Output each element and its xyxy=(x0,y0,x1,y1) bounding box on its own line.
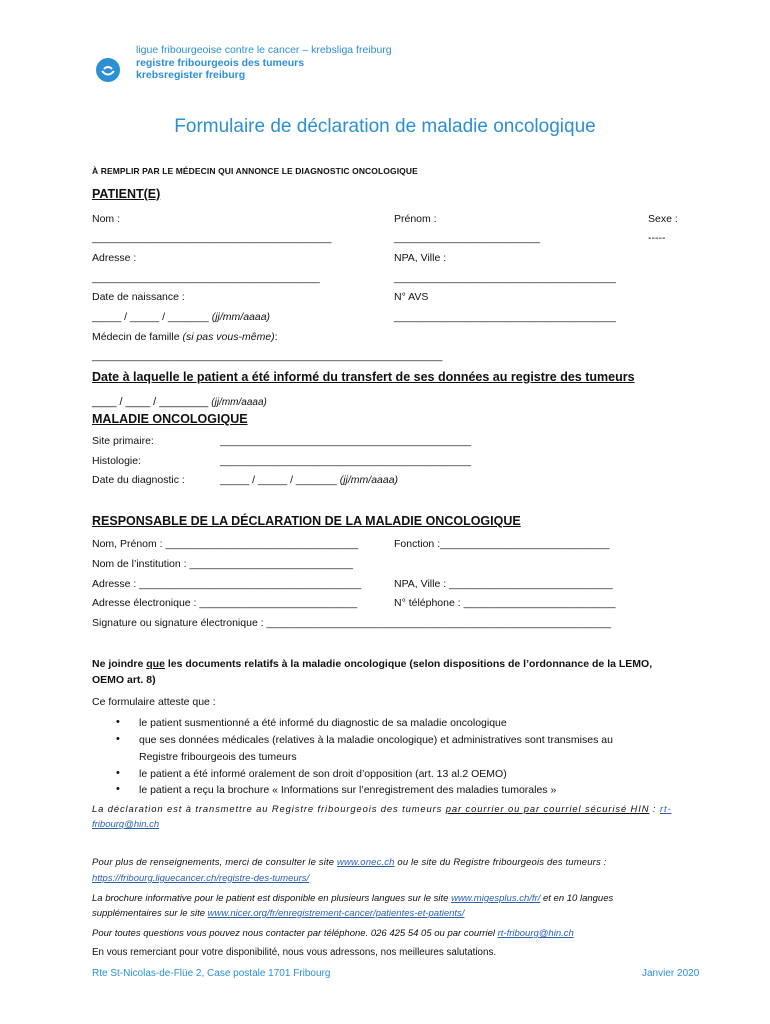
avs-label: N° AVS xyxy=(394,291,429,303)
diag-label: Date du diagnostic : xyxy=(92,474,185,486)
bullet-item: le patient a été informé oralement de son droit d’opposition (art. 13 al.2 OEMO) xyxy=(139,768,507,780)
info2-mid: et en 10 langues xyxy=(540,893,614,904)
adresse-field[interactable]: _______________________________________ xyxy=(92,272,320,284)
bullet-icon: • xyxy=(116,783,120,795)
documents-part2: les documents relatifs à la maladie oncologique (selon dispositions de l’ordonnance de la LEMO, xyxy=(164,658,653,670)
transmit-text: La déclaration est à transmettre au Registre fribourgeois des tumeurs xyxy=(92,803,446,814)
bullet-item: le patient susmentionné a été informé du diagnostic de sa maladie oncologique xyxy=(139,717,507,729)
site-field[interactable]: ___________________________________________ xyxy=(220,435,472,447)
medecin-colon: : xyxy=(274,331,278,343)
transfer-heading: Date à laquelle le patient a été informé du transfert de ses données au registre des tumeurs xyxy=(92,370,635,384)
thanks-text: En vous remerciant pour votre disponibilité, nous vous adressons, nos meilleures salutations. xyxy=(92,947,497,958)
info2-text: La brochure informative pour le patient est disponible en plusieurs langues sur le site xyxy=(92,893,452,904)
transfer-date-format: (jj/mm/aaaa) xyxy=(211,397,267,408)
resp-npa-field[interactable]: NPA, Ville : ____________________________ xyxy=(394,578,613,590)
resp-adresse-field[interactable]: Adresse : ______________________________________ xyxy=(92,578,362,590)
info1-text: Pour plus de renseignements, merci de consulter le site xyxy=(92,857,337,868)
adresse-label: Adresse : xyxy=(92,252,137,264)
page-subtitle: À REMPLIR PAR LE MÉDECIN QUI ANNONCE LE DIAGNOSTIC ONCOLOGIQUE xyxy=(92,166,418,176)
resp-signature-field[interactable]: Signature ou signature électronique : ___________________________________________________________ xyxy=(92,617,612,629)
header-org-line3: krebsregister freiburg xyxy=(136,69,246,81)
npa-label: NPA, Ville : xyxy=(394,252,447,264)
info1-mid: ou le site du Registre fribourgeois des tumeurs : xyxy=(394,857,607,868)
nom-field[interactable]: _________________________________________ xyxy=(92,232,332,244)
resp-fonction-field[interactable]: Fonction :_____________________________ xyxy=(394,538,610,550)
transmit-email-link-cont[interactable]: fribourg@hin.ch xyxy=(92,819,160,830)
diag-line: _____ / _____ / _______ xyxy=(220,474,337,486)
histo-field[interactable]: ___________________________________________ xyxy=(220,455,472,467)
responsable-heading: RESPONSABLE DE LA DÉCLARATION DE LA MALADIE ONCOLOGIQUE xyxy=(92,514,521,528)
bullet-icon: • xyxy=(116,733,120,745)
maladie-heading: MALADIE ONCOLOGIQUE xyxy=(92,412,248,426)
nom-label: Nom : xyxy=(92,213,121,225)
documents-note-line2: OEMO art. 8) xyxy=(92,674,156,686)
footer-date: Janvier 2020 xyxy=(642,968,700,979)
info2-line2 xyxy=(92,908,464,919)
documents-que: que xyxy=(146,658,165,670)
documents-note xyxy=(92,658,652,670)
atteste-text: Ce formulaire atteste que : xyxy=(92,696,216,708)
resp-nom-field[interactable]: Nom, Prénom : _________________________________ xyxy=(92,538,359,550)
transfer-date-field[interactable] xyxy=(92,396,267,408)
info3-text: Pour toutes questions vous pouvez nous contacter par téléphone. 026 425 54 05 ou par courriel xyxy=(92,928,498,939)
transmit-email-link[interactable]: rt- xyxy=(659,803,672,814)
histo-label: Histologie: xyxy=(92,455,142,467)
diag-format: (jj/mm/aaaa) xyxy=(339,474,399,486)
header-org-line1: ligue fribourgeoise contre le cancer – krebsliga freiburg xyxy=(136,44,392,56)
resp-institution-field[interactable]: Nom de l’institution : ____________________________ xyxy=(92,558,353,570)
info3 xyxy=(92,928,574,939)
medecin-text: Médecin de famille xyxy=(92,331,180,343)
naissance-line: _____ / _____ / _______ xyxy=(92,311,209,323)
site-label: Site primaire: xyxy=(92,435,154,447)
migesplus-link[interactable]: www.migesplus.ch/fr/ xyxy=(451,893,541,904)
nicer-link[interactable]: www.nicer.org/fr/enregistrement-cancer/patientes-et-patients/ xyxy=(207,908,465,919)
sexe-label: Sexe : xyxy=(648,213,678,225)
npa-field[interactable]: ______________________________________ xyxy=(394,272,616,284)
bullet-item: le patient a reçu la brochure « Informations sur l’enregistrement des maladies tumorales » xyxy=(139,784,557,796)
onec-link[interactable]: www.onec.ch xyxy=(336,857,395,868)
sexe-field[interactable]: ----- xyxy=(648,232,666,244)
bullet-icon: • xyxy=(116,716,120,728)
bullet-icon: • xyxy=(116,767,120,779)
info2 xyxy=(92,893,613,904)
prenom-label: Prénom : xyxy=(394,213,437,225)
transmit-method: par courrier ou par courriel sécurisé HIN xyxy=(445,803,650,814)
resp-tel-field[interactable]: N° téléphone : __________________________ xyxy=(394,597,616,609)
naissance-label: Date de naissance : xyxy=(92,291,185,303)
medecin-label xyxy=(92,331,278,343)
medecin-note: (si pas vous-même) xyxy=(182,331,275,343)
diag-field[interactable] xyxy=(220,474,398,486)
transfer-date-line: ____ / ____ / ________ xyxy=(92,396,209,408)
bullet-item: que ses données médicales (relatives à la maladie oncologique) et administratives sont transmises au xyxy=(139,734,613,746)
page-title: Formulaire de déclaration de maladie oncologique xyxy=(174,116,596,137)
info1 xyxy=(92,857,606,868)
documents-part1: Ne joindre xyxy=(92,658,147,670)
footer-address: Rte St-Nicolas-de-Flüe 2, Case postale 1701 Fribourg xyxy=(92,968,331,979)
naissance-field[interactable] xyxy=(92,311,270,323)
resp-email-field[interactable]: Adresse électronique : ___________________________ xyxy=(92,597,358,609)
bullet-item-cont: Registre fribourgeois des tumeurs xyxy=(139,751,297,763)
avs-field[interactable]: ______________________________________ xyxy=(394,311,616,323)
registre-link[interactable]: https://fribourg.liguecancer.ch/registre-des-tumeurs/ xyxy=(92,873,310,884)
registry-logo-icon xyxy=(96,58,120,82)
transmit-note xyxy=(92,803,672,814)
header-org-line2: registre fribourgeois des tumeurs xyxy=(136,57,305,69)
prenom-field[interactable]: _________________________ xyxy=(394,232,540,244)
naissance-format: (jj/mm/aaaa) xyxy=(211,311,271,323)
medecin-field[interactable]: ____________________________________________________________ xyxy=(92,350,443,362)
transmit-colon: : xyxy=(649,803,660,814)
info2-line2-text: supplémentaires sur le site xyxy=(92,908,208,919)
patient-heading: PATIENT(E) xyxy=(92,187,161,201)
contact-email-link[interactable]: rt-fribourg@hin.ch xyxy=(497,928,574,939)
